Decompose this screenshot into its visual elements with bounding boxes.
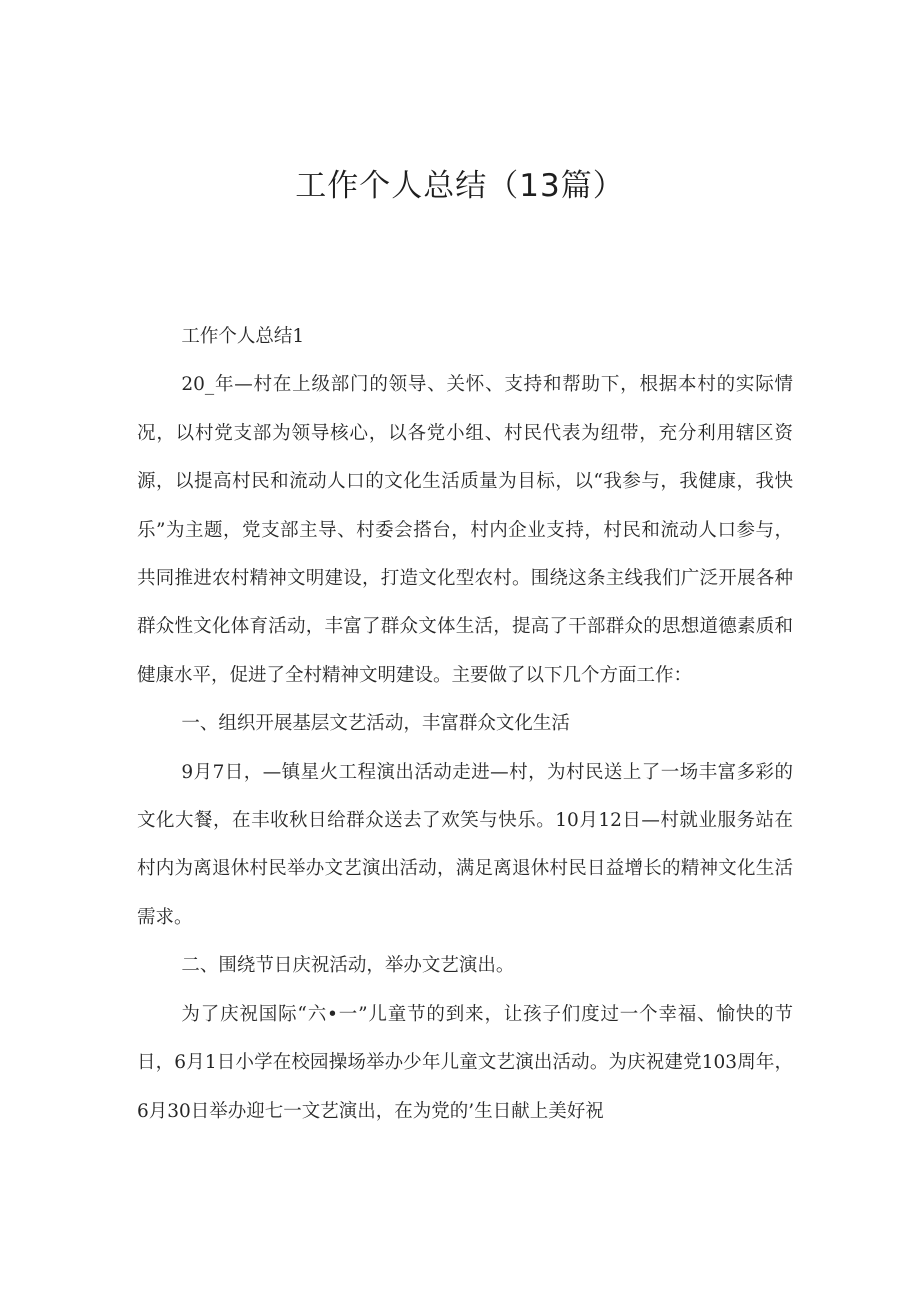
body-paragraph: 为了庆祝国际“六•一”儿童节的到来，让孩子们度过一个幸福、愉快的节日，6月1日小学在校园操场举办少年儿童文艺演出活动。为庆祝建党103周年，6月30日举办迎七一文艺演出，在为党的’生日献上美好祝 — [137, 1003, 793, 1122]
document-title: 工作个人总结（13篇） — [295, 168, 625, 204]
body-paragraph: 20_年—村在上级部门的领导、关怀、支持和帮助下，根据本村的实际情况，以村党支部为领导核心，以各党小组、村民代表为纽带，充分利用辖区资源，以提高村民和流动人口的文化生活质量为目标，以“我参与，我健康，我快乐”为主题，党支部主导、村委会搭台，村内企业支持，村民和流动人口参与，共同推进农村精神文明建设，打造文化型农村。围绕这条主线我们广泛开展各种群众性文化体育活动，丰富了群众文体生活，提高了干部群众的思想道德素质和健康水平，促进了全村精神文明建设。主要做了以下几个方面工作： — [137, 374, 793, 686]
body-paragraph: 9月7日，—镇星火工程演出活动走进—村，为村民送上了一场丰富多彩的文化大餐，在丰收秋日给群众送去了欢笑与快乐。10月12日—村就业服务站在村内为离退休村民举办文艺演出活动，满足离退休村民日益增长的精神文化生活需求。 — [137, 761, 793, 928]
section-heading: 一、组织开展基层文艺活动，丰富群众文化生活 — [181, 713, 570, 735]
section-heading: 工作个人总结1 — [181, 326, 305, 347]
section-heading: 二、围绕节日庆祝活动，举办文艺演出。 — [181, 955, 515, 977]
document-body — [137, 313, 793, 1136]
